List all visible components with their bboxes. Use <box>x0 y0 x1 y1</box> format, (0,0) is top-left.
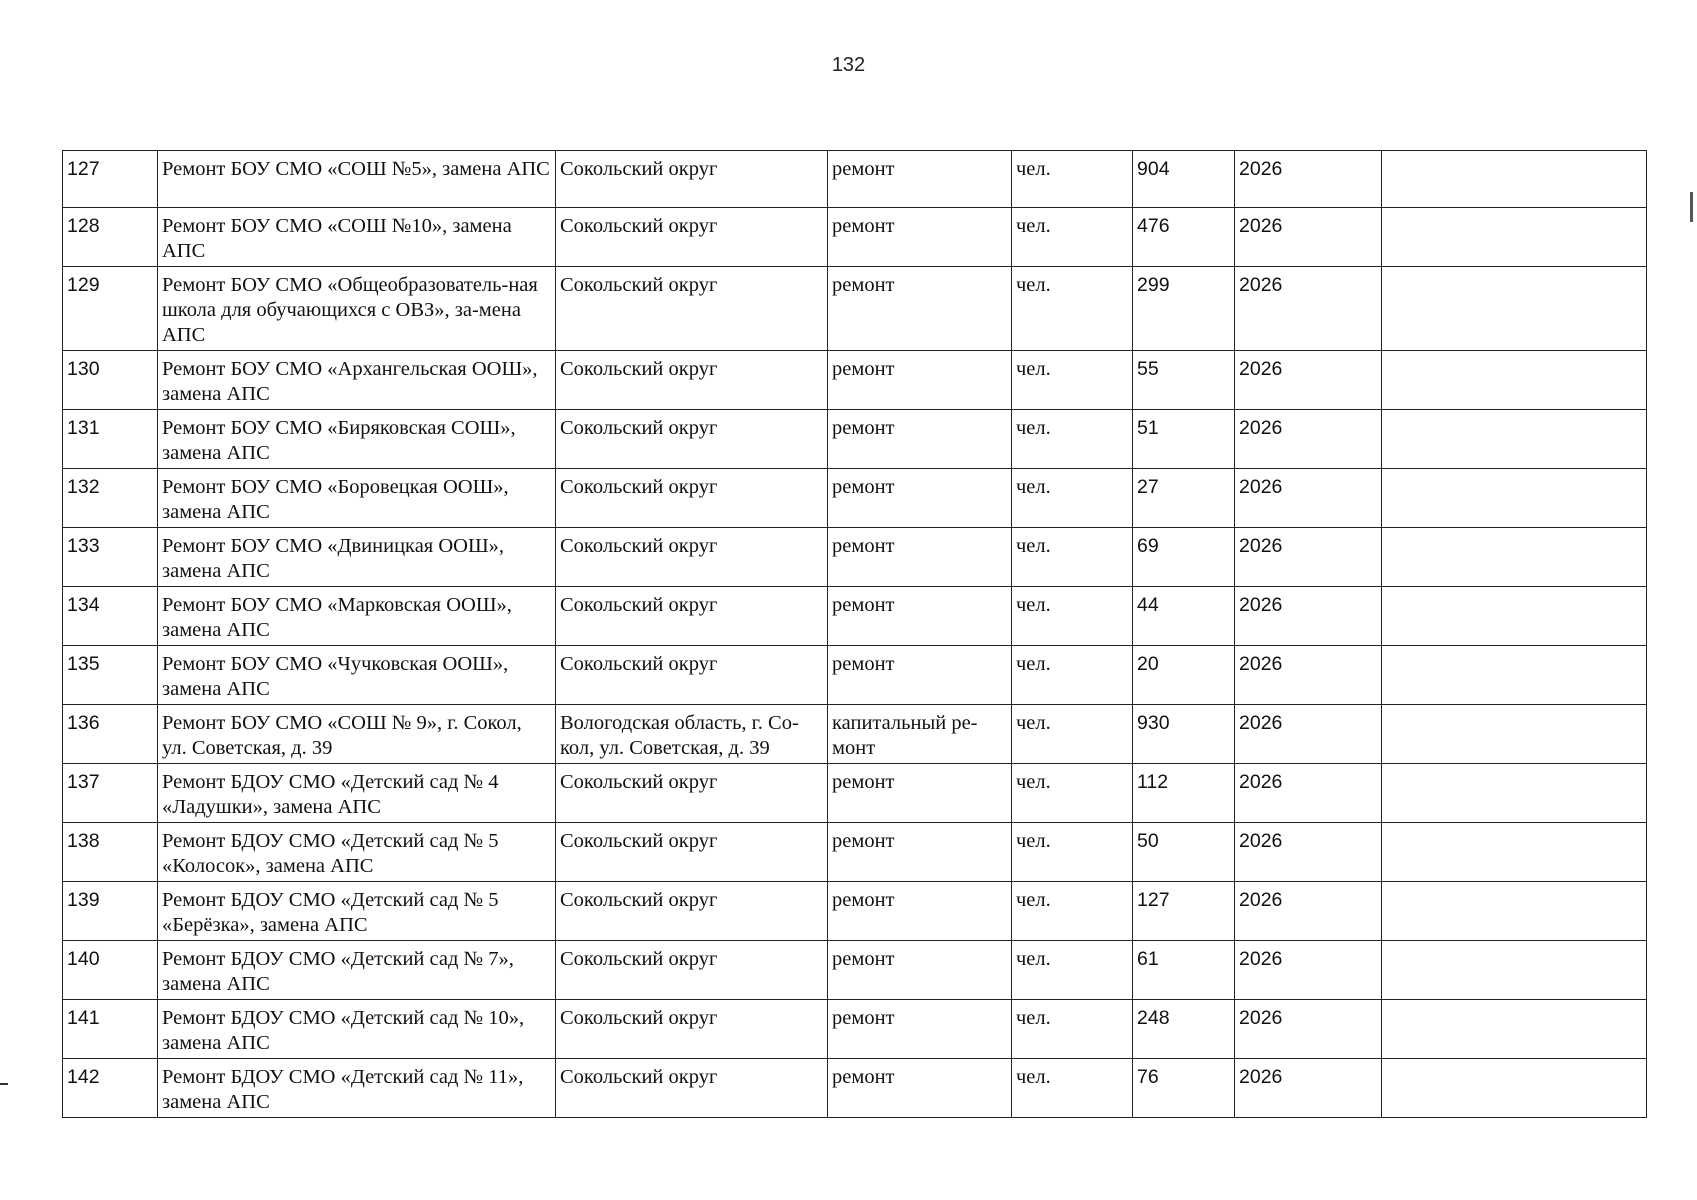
note-cell <box>1382 528 1647 587</box>
unit-cell: чел. <box>1012 646 1133 705</box>
unit-cell: чел. <box>1012 587 1133 646</box>
year-cell: 2026 <box>1235 208 1382 267</box>
note-cell <box>1382 267 1647 351</box>
work-name-cell: Ремонт БОУ СМО «Двиницкая ООШ», замена АПС <box>158 528 556 587</box>
work-type-cell: ремонт <box>828 764 1012 823</box>
year-cell: 2026 <box>1235 882 1382 941</box>
row-number-cell: 131 <box>63 410 158 469</box>
row-number-cell: 141 <box>63 1000 158 1059</box>
row-number-cell: 128 <box>63 208 158 267</box>
scan-edge-mark <box>1690 192 1693 222</box>
unit-cell: чел. <box>1012 410 1133 469</box>
capacity-cell: 61 <box>1133 941 1235 1000</box>
table-row <box>63 208 1647 267</box>
capacity-cell: 248 <box>1133 1000 1235 1059</box>
unit-cell: чел. <box>1012 1059 1133 1118</box>
row-number-cell: 135 <box>63 646 158 705</box>
table-row <box>63 646 1647 705</box>
row-number-cell: 139 <box>63 882 158 941</box>
capacity-cell: 55 <box>1133 351 1235 410</box>
location-cell: Сокольский округ <box>556 469 828 528</box>
work-name-cell: Ремонт БОУ СМО «СОШ № 9», г. Сокол, ул. Советская, д. 39 <box>158 705 556 764</box>
table-row <box>63 941 1647 1000</box>
note-cell <box>1382 882 1647 941</box>
note-cell <box>1382 941 1647 1000</box>
unit-cell: чел. <box>1012 764 1133 823</box>
table-row <box>63 410 1647 469</box>
work-type-cell: капитальный ре-монт <box>828 705 1012 764</box>
table-body <box>63 151 1647 1118</box>
note-cell <box>1382 469 1647 528</box>
year-cell: 2026 <box>1235 941 1382 1000</box>
table-row <box>63 587 1647 646</box>
work-type-cell: ремонт <box>828 587 1012 646</box>
row-number-cell: 129 <box>63 267 158 351</box>
work-type-cell: ремонт <box>828 1059 1012 1118</box>
row-number-cell: 134 <box>63 587 158 646</box>
work-name-cell: Ремонт БОУ СМО «Архангельская ООШ», замена АПС <box>158 351 556 410</box>
table-row <box>63 528 1647 587</box>
table-row <box>63 823 1647 882</box>
note-cell <box>1382 351 1647 410</box>
unit-cell: чел. <box>1012 469 1133 528</box>
location-cell: Сокольский округ <box>556 351 828 410</box>
table-row <box>63 267 1647 351</box>
capacity-cell: 127 <box>1133 882 1235 941</box>
work-name-cell: Ремонт БОУ СМО «Марковская ООШ», замена АПС <box>158 587 556 646</box>
location-cell: Сокольский округ <box>556 528 828 587</box>
location-cell: Сокольский округ <box>556 823 828 882</box>
year-cell: 2026 <box>1235 1059 1382 1118</box>
work-type-cell: ремонт <box>828 941 1012 1000</box>
work-name-cell: Ремонт БОУ СМО «Общеобразователь-ная школа для обучающихся с ОВЗ», за-мена АПС <box>158 267 556 351</box>
year-cell: 2026 <box>1235 764 1382 823</box>
note-cell <box>1382 764 1647 823</box>
capacity-cell: 50 <box>1133 823 1235 882</box>
capacity-cell: 27 <box>1133 469 1235 528</box>
note-cell <box>1382 208 1647 267</box>
year-cell: 2026 <box>1235 151 1382 208</box>
capacity-cell: 76 <box>1133 1059 1235 1118</box>
page-number: 132 <box>831 54 866 76</box>
location-cell: Сокольский округ <box>556 1000 828 1059</box>
row-number-cell: 130 <box>63 351 158 410</box>
work-name-cell: Ремонт БДОУ СМО «Детский сад № 4 «Ладушки», замена АПС <box>158 764 556 823</box>
work-type-cell: ремонт <box>828 151 1012 208</box>
year-cell: 2026 <box>1235 267 1382 351</box>
note-cell <box>1382 410 1647 469</box>
work-name-cell: Ремонт БДОУ СМО «Детский сад № 11», замена АПС <box>158 1059 556 1118</box>
unit-cell: чел. <box>1012 528 1133 587</box>
work-name-cell: Ремонт БДОУ СМО «Детский сад № 5 «Берёзка», замена АПС <box>158 882 556 941</box>
row-number-cell: 138 <box>63 823 158 882</box>
note-cell <box>1382 1000 1647 1059</box>
capacity-cell: 20 <box>1133 646 1235 705</box>
year-cell: 2026 <box>1235 646 1382 705</box>
location-cell: Сокольский округ <box>556 208 828 267</box>
location-cell: Сокольский округ <box>556 941 828 1000</box>
note-cell <box>1382 646 1647 705</box>
location-cell: Вологодская область, г. Со-кол, ул. Советская, д. 39 <box>556 705 828 764</box>
row-number-cell: 132 <box>63 469 158 528</box>
work-type-cell: ремонт <box>828 351 1012 410</box>
work-type-cell: ремонт <box>828 882 1012 941</box>
capacity-cell: 299 <box>1133 267 1235 351</box>
location-cell: Сокольский округ <box>556 764 828 823</box>
year-cell: 2026 <box>1235 528 1382 587</box>
note-cell <box>1382 823 1647 882</box>
location-cell: Сокольский округ <box>556 151 828 208</box>
row-number-cell: 127 <box>63 151 158 208</box>
table-row <box>63 705 1647 764</box>
work-type-cell: ремонт <box>828 1000 1012 1059</box>
location-cell: Сокольский округ <box>556 410 828 469</box>
year-cell: 2026 <box>1235 705 1382 764</box>
capacity-cell: 904 <box>1133 151 1235 208</box>
work-name-cell: Ремонт БОУ СМО «Чучковская ООШ», замена АПС <box>158 646 556 705</box>
unit-cell: чел. <box>1012 882 1133 941</box>
table-row <box>63 1059 1647 1118</box>
year-cell: 2026 <box>1235 351 1382 410</box>
work-type-cell: ремонт <box>828 646 1012 705</box>
work-type-cell: ремонт <box>828 528 1012 587</box>
work-name-cell: Ремонт БОУ СМО «СОШ №5», замена АПС <box>158 151 556 208</box>
table-row <box>63 1000 1647 1059</box>
work-type-cell: ремонт <box>828 208 1012 267</box>
note-cell <box>1382 1059 1647 1118</box>
year-cell: 2026 <box>1235 823 1382 882</box>
work-name-cell: Ремонт БДОУ СМО «Детский сад № 7», замена АПС <box>158 941 556 1000</box>
note-cell <box>1382 151 1647 208</box>
location-cell: Сокольский округ <box>556 267 828 351</box>
work-name-cell: Ремонт БОУ СМО «Биряковская СОШ», замена АПС <box>158 410 556 469</box>
work-name-cell: Ремонт БОУ СМО «Боровецкая ООШ», замена АПС <box>158 469 556 528</box>
note-cell <box>1382 705 1647 764</box>
year-cell: 2026 <box>1235 587 1382 646</box>
table-row <box>63 764 1647 823</box>
year-cell: 2026 <box>1235 469 1382 528</box>
unit-cell: чел. <box>1012 151 1133 208</box>
row-number-cell: 140 <box>63 941 158 1000</box>
location-cell: Сокольский округ <box>556 646 828 705</box>
row-number-cell: 142 <box>63 1059 158 1118</box>
location-cell: Сокольский округ <box>556 1059 828 1118</box>
table-row <box>63 351 1647 410</box>
capacity-cell: 930 <box>1133 705 1235 764</box>
unit-cell: чел. <box>1012 267 1133 351</box>
capacity-cell: 69 <box>1133 528 1235 587</box>
unit-cell: чел. <box>1012 351 1133 410</box>
location-cell: Сокольский округ <box>556 882 828 941</box>
unit-cell: чел. <box>1012 208 1133 267</box>
capacity-cell: 112 <box>1133 764 1235 823</box>
work-type-cell: ремонт <box>828 823 1012 882</box>
year-cell: 2026 <box>1235 410 1382 469</box>
capacity-cell: 476 <box>1133 208 1235 267</box>
works-table <box>62 150 1647 1118</box>
row-number-cell: 136 <box>63 705 158 764</box>
unit-cell: чел. <box>1012 823 1133 882</box>
capacity-cell: 51 <box>1133 410 1235 469</box>
row-number-cell: 133 <box>63 528 158 587</box>
scan-edge-mark <box>0 1083 8 1085</box>
capacity-cell: 44 <box>1133 587 1235 646</box>
unit-cell: чел. <box>1012 1000 1133 1059</box>
work-name-cell: Ремонт БДОУ СМО «Детский сад № 10», замена АПС <box>158 1000 556 1059</box>
work-type-cell: ремонт <box>828 267 1012 351</box>
work-name-cell: Ремонт БОУ СМО «СОШ №10», замена АПС <box>158 208 556 267</box>
table-row <box>63 882 1647 941</box>
table-row <box>63 469 1647 528</box>
unit-cell: чел. <box>1012 705 1133 764</box>
location-cell: Сокольский округ <box>556 587 828 646</box>
note-cell <box>1382 587 1647 646</box>
table-row <box>63 151 1647 208</box>
work-name-cell: Ремонт БДОУ СМО «Детский сад № 5 «Колосок», замена АПС <box>158 823 556 882</box>
year-cell: 2026 <box>1235 1000 1382 1059</box>
unit-cell: чел. <box>1012 941 1133 1000</box>
work-type-cell: ремонт <box>828 410 1012 469</box>
row-number-cell: 137 <box>63 764 158 823</box>
work-type-cell: ремонт <box>828 469 1012 528</box>
